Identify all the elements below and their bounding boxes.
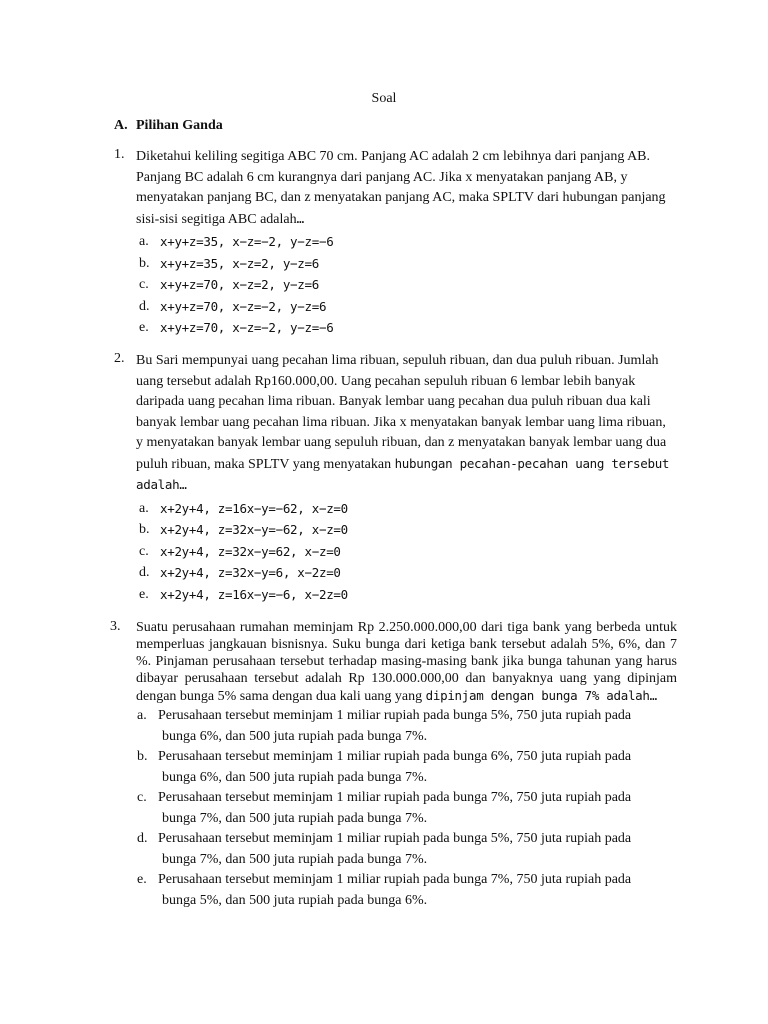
section-heading: [114, 118, 223, 134]
question-stem: [136, 147, 674, 230]
option-text: x+2y+4, z=32x−y=−62, x−z=0: [160, 522, 348, 537]
question-1: [114, 147, 674, 340]
option-text-line1: Perusahaan tersebut meminjam 1 miliar rupiah pada bunga 6%, 750 juta rupiah pada: [158, 749, 632, 764]
option-e: [136, 585, 674, 607]
option-text-line2: bunga 7%, dan 500 juta rupiah pada bunga 7%.: [162, 851, 428, 867]
option-text: x+y+z=70, x−z=2, y−z=6: [160, 277, 319, 292]
option-text: x+2y+4, z=16x−y=−62, x−z=0: [160, 500, 348, 516]
option-text-line1: Perusahaan tersebut meminjam 1 miliar rupiah pada bunga 5%, 750 juta rupiah pada: [158, 831, 632, 846]
option-b: [134, 747, 670, 788]
option-c: [136, 275, 674, 297]
question-2: [114, 351, 674, 606]
option-label: e.: [139, 320, 149, 335]
option-label: c.: [139, 543, 149, 559]
option-d: [136, 297, 674, 319]
answer-options: [136, 232, 674, 340]
option-text-line1: Perusahaan tersebut meminjam 1 miliar rupiah pada bunga 7%, 750 juta rupiah pada: [158, 790, 632, 805]
question-stem: [136, 619, 677, 705]
option-label: e.: [137, 872, 147, 887]
question-3: [110, 619, 677, 911]
option-label: d.: [139, 565, 150, 580]
question-tail: hubungan pecahan-pecahan uang tersebut adalah…: [136, 455, 670, 492]
question-number: 1.: [114, 147, 125, 162]
option-label: a.: [139, 234, 149, 249]
option-d: [134, 829, 670, 870]
question-number: 3.: [110, 619, 121, 634]
page-title: Soal: [371, 91, 397, 106]
option-b: [136, 520, 674, 542]
option-e: [136, 318, 674, 340]
option-a: [136, 499, 674, 521]
option-d: [136, 563, 674, 585]
option-text-line2: bunga 6%, dan 500 juta rupiah pada bunga 7%.: [162, 728, 428, 744]
option-b: [136, 254, 674, 276]
option-label: b.: [137, 749, 148, 764]
section-letter: A.: [114, 118, 128, 133]
question-text: Suatu perusahaan rumahan meminjam Rp 2.250.000.000,00 dari tiga bank yang berbeda untuk memperluas jangkauan bisnisnya. Suku bunga dari ketiga bank tersebut adalah 5%, 6%, dan 7 %. Pinjaman perusahaan tersebut terhadap masing-masing bank jika bunga tahunan yang harus dibayar perusahaan tersebut adalah Rp 130.000.000,00 dan banyaknya uang yang dipinjam dengan bunga 5% sama dengan dua kali uang yang: [136, 620, 677, 704]
option-text: x+y+z=70, x−z=−2, y−z=6: [160, 298, 327, 314]
option-a: [136, 232, 674, 254]
answer-options: [136, 499, 674, 607]
option-a: [134, 706, 670, 747]
option-text-line1: Perusahaan tersebut meminjam 1 miliar rupiah pada bunga 7%, 750 juta rupiah pada: [158, 872, 632, 887]
option-label: e.: [139, 586, 149, 602]
question-stem: [136, 351, 674, 497]
option-text: x+2y+4, z=32x−y=6, x−2z=0: [160, 565, 341, 580]
option-text: x+y+z=35, x−z=2, y−z=6: [160, 255, 319, 271]
option-text-line2: bunga 7%, dan 500 juta rupiah pada bunga 7%.: [162, 810, 428, 826]
question-number: 2.: [114, 351, 125, 366]
question-ellipsis: …: [296, 210, 304, 226]
option-c: [134, 788, 670, 829]
option-text-line2: bunga 6%, dan 500 juta rupiah pada bunga 7%.: [162, 769, 428, 785]
option-c: [136, 542, 674, 564]
option-text-line1: Perusahaan tersebut meminjam 1 miliar rupiah pada bunga 5%, 750 juta rupiah pada: [158, 708, 632, 723]
question-text: Diketahui keliling segitiga ABC 70 cm. Panjang AC adalah 2 cm lebihnya dari panjang AB. Panjang BC adalah 6 cm kurangnya dari panjang AC. Jika x menyatakan panjang AB, y menyatakan panjang BC, dan z menyatakan panjang AC, maka SPLTV dari hubungan panjang sisi-sisi segitiga ABC adalah: [136, 149, 666, 227]
option-e: [134, 870, 670, 911]
option-label: d.: [139, 298, 150, 314]
option-label: a.: [137, 708, 147, 723]
option-text: x+y+z=35, x−z=−2, y−z=−6: [160, 234, 334, 249]
option-text: x+y+z=70, x−z=−2, y−z=−6: [160, 320, 334, 335]
option-label: a.: [139, 500, 149, 516]
option-text: x+2y+4, z=32x−y=62, x−z=0: [160, 543, 341, 559]
option-label: b.: [139, 522, 150, 537]
answer-options: [134, 706, 670, 911]
question-tail: dipinjam dengan bunga 7% adalah…: [425, 688, 657, 703]
option-text-line2: bunga 5%, dan 500 juta rupiah pada bunga 6%.: [162, 892, 428, 908]
question-text: Bu Sari mempunyai uang pecahan lima ribuan, sepuluh ribuan, dan dua puluh ribuan. Jumlah uang tersebut adalah Rp160.000,00. Uang pecahan sepuluh ribuan 6 lembar lebih banyak daripada uang pecahan lima ribuan. Banyak lembar uang pecahan dua puluh ribuan dua kali banyak lembar uang pecahan lima ribuan. Jika x menyatakan banyak lembar uang lima ribuan, y menyatakan banyak lembar uang sepuluh ribuan, dan z menyatakan banyak lembar uang dua puluh ribuan, maka SPLTV yang menyatakan: [136, 353, 667, 472]
option-label: c.: [137, 790, 147, 805]
section-label: Pilihan Ganda: [136, 118, 223, 133]
option-text: x+2y+4, z=16x−y=−6, x−2z=0: [160, 586, 348, 602]
option-label: b.: [139, 255, 150, 271]
option-label: c.: [139, 277, 149, 292]
option-label: d.: [137, 831, 148, 846]
